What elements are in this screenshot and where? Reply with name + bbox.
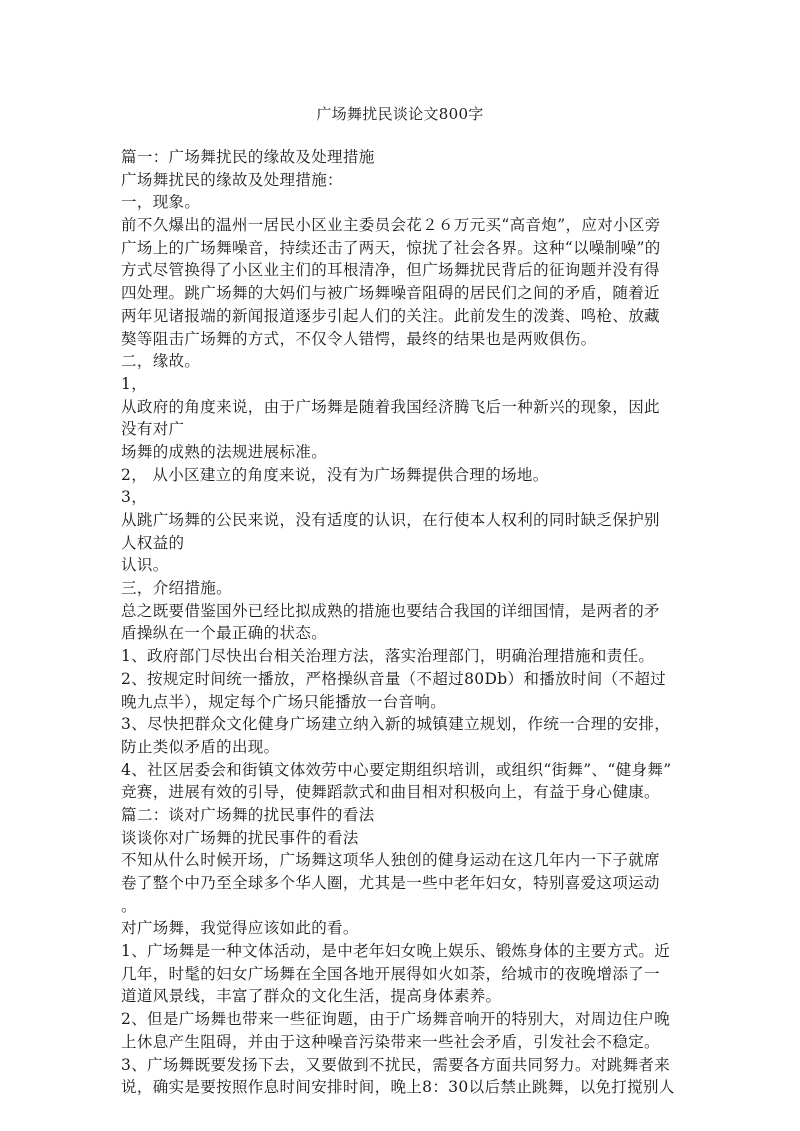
- text-line: 从政府的角度来说，由于广场舞是随着我国经济腾飞后一种新兴的现象，因此: [121, 397, 660, 416]
- text-line: 1、广场舞是一种文体活动，是中老年妇女晚上娱乐、锻炼身体的主要方式。近: [121, 942, 671, 961]
- text-line: 盾操纵在一个最正确的状态。: [121, 624, 328, 643]
- text-line: 。: [121, 896, 137, 915]
- text-line: 说，确实是要按照作息时间安排时间，晚上8：30以后禁止跳舞，以免打搅别人: [121, 1078, 675, 1097]
- text-line: 三，介绍措施。: [121, 579, 232, 598]
- text-line: 晚九点半），规定每个广场只能播放一台音响。: [121, 692, 447, 711]
- text-line: 前不久爆出的温州一居民小区业主委员会花２６万元买“高音炮”，应对小区旁: [121, 216, 661, 235]
- text-line: 总之既要借鉴国外已经比拟成熟的措施也要结合我国的详细国情，是两者的矛: [121, 601, 660, 620]
- document-title: 广场舞扰民谈论文800字: [316, 105, 484, 123]
- document-body: [121, 146, 681, 1099]
- text-line: 不知从什么时候开场，广场舞这项华人独创的健身运动在这几年内一下子就席: [121, 851, 660, 870]
- text-line: 两年见诸报端的新闻报道逐步引起人们的关注。此前发生的泼粪、鸣枪、放藏: [121, 306, 660, 325]
- text-line: 篇一：广场舞扰民的缘故及处理措施: [121, 148, 375, 166]
- text-line: 没有对广: [121, 420, 185, 439]
- text-line: 上休息产生阻碍，并由于这种噪音污染带来一些社会矛盾，引发社会不稳定。: [121, 1032, 660, 1051]
- text-line: 道道风景线，丰富了群众的文化生活，提高身体素养。: [121, 987, 502, 1006]
- text-line: 1，: [121, 374, 148, 393]
- text-line: 3、尽快把群众文化健身广场建立纳入新的城镇建立规划，作统一合理的安排，: [121, 715, 671, 734]
- text-line: 竞赛，进展有效的引导，使舞蹈款式和曲目相对积极向上，有益于身心健康。: [121, 783, 660, 802]
- text-line: 4、社区居委会和街镇文体效劳中心要定期组织培训，或组织“街舞”、“健身舞”: [121, 760, 672, 779]
- text-line: 一，现象。: [121, 193, 201, 212]
- text-line: 防止类似矛盾的出现。: [121, 737, 280, 756]
- text-line: 场舞的成熟的法规进展标准。: [121, 442, 328, 461]
- text-line: 四处理。跳广场舞的大妈们与被广场舞噪音阻碍的居民们之间的矛盾，随着近: [121, 284, 660, 303]
- text-line: 2， 从小区建立的角度来说，没有为广场舞提供合理的场地。: [121, 465, 549, 484]
- text-line: 3，: [121, 488, 148, 507]
- text-line: 从跳广场舞的公民来说，没有适度的认识，在行使本人权利的同时缺乏保护别: [121, 511, 660, 529]
- text-line: 广场舞扰民的缘故及处理措施：: [121, 170, 343, 189]
- text-line: 卷了整个中乃至全球多个华人圈，尤其是一些中老年妇女，特别喜爱这项运动: [121, 874, 660, 892]
- text-line: 广场上的广场舞噪音，持续还击了两天，惊扰了社会各界。这种“以噪制噪”的: [121, 238, 661, 257]
- text-line: 人权益的: [121, 533, 185, 552]
- text-line: 1、政府部门尽快出台相关治理方法，落实治理部门，明确治理措施和责任。: [121, 647, 655, 666]
- text-line: 獒等阻击广场舞的方式，不仅令人错愕，最终的结果也是两败俱伤。: [121, 329, 597, 348]
- text-line: 认识。: [121, 556, 169, 575]
- text-line: 二，缘故。: [121, 352, 201, 371]
- text-line: 篇二：谈对广场舞的扰民事件的看法: [121, 805, 375, 824]
- text-line: 谈谈你对广场舞的扰民事件的看法: [121, 828, 359, 847]
- text-line: 2、但是广场舞也带来一些征询题，由于广场舞音响开的特别大，对周边住户晚: [121, 1010, 671, 1029]
- text-line: 几年，时髦的妇女广场舞在全国各地开展得如火如荼，给城市的夜晚增添了一: [121, 964, 660, 983]
- text-line: 3、广场舞既要发扬下去，又要做到不扰民，需要各方面共同努力。对跳舞者来: [121, 1055, 671, 1074]
- text-line: 对广场舞，我觉得应该如此的看。: [121, 919, 359, 938]
- text-line: 2、按规定时间统一播放，严格操纵音量（不超过80Db）和播放时间（不超过: [121, 669, 667, 688]
- text-line: 方式尽管换得了小区业主们的耳根清净，但广场舞扰民背后的征询题并没有得: [121, 261, 660, 280]
